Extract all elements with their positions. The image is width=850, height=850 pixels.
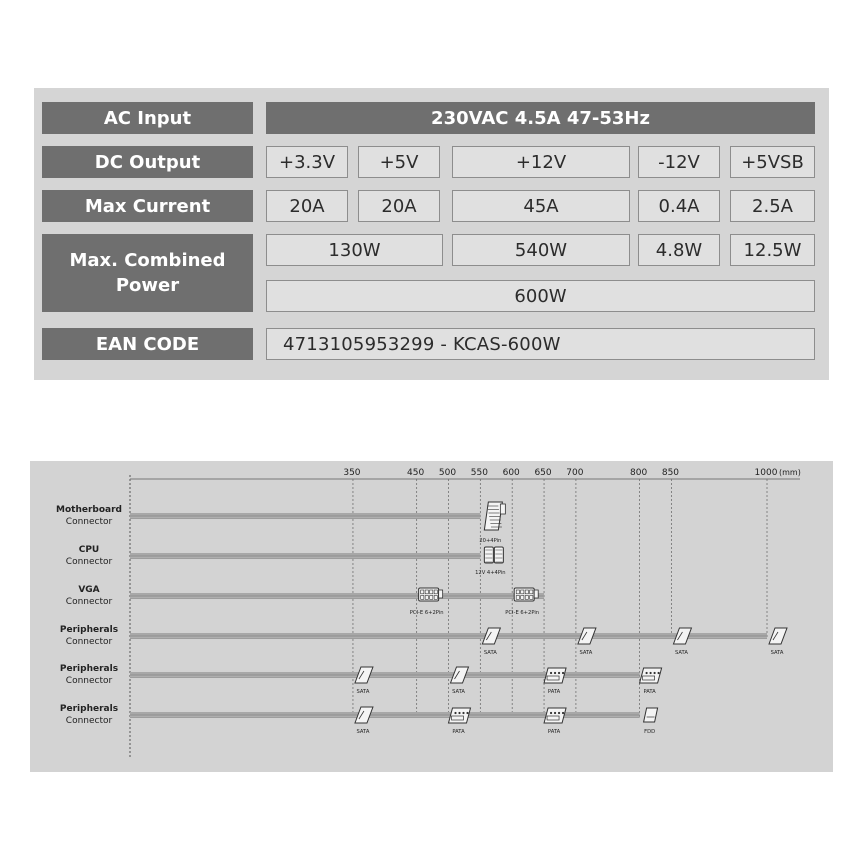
connector-label: PATA xyxy=(547,689,561,695)
row-label xyxy=(30,703,148,727)
rail-3v3: +3.3V xyxy=(266,146,348,178)
combined-total: 600W xyxy=(266,280,815,312)
tick-label-700: 700 xyxy=(566,468,584,478)
ac-input-value: 230VAC 4.5A 47-53Hz xyxy=(266,102,815,134)
combined-5vsb: 12.5W xyxy=(730,234,815,266)
ac-input-label: AC Input xyxy=(42,102,253,134)
spec-table xyxy=(34,88,829,380)
row-label xyxy=(30,584,148,608)
tick-label-500: 500 xyxy=(438,468,457,478)
tick-label-450: 450 xyxy=(407,468,425,478)
combined-minus12v: 4.8W xyxy=(638,234,720,266)
combined-12v: 540W xyxy=(452,234,630,266)
row-label-title: VGA xyxy=(78,585,100,595)
sata-connector-icon xyxy=(769,628,787,644)
combined-power-label xyxy=(42,234,253,312)
row-label-title: CPU xyxy=(78,545,100,555)
connector-label: PATA xyxy=(643,689,656,695)
tick-label-1000: 1000 xyxy=(754,468,778,478)
connector-label: PATA xyxy=(547,729,561,735)
pcie-connector-icon xyxy=(514,588,538,601)
rail-5vsb: +5VSB xyxy=(730,146,815,178)
connector-label: FDD xyxy=(644,729,656,735)
row-label-subtitle: Connector xyxy=(65,676,113,686)
row-label-title: Peripherals xyxy=(59,664,119,674)
current-minus12v: 0.4A xyxy=(638,190,720,222)
connector-label: 20+4Pin xyxy=(479,538,502,544)
tick-label-800: 800 xyxy=(630,468,648,478)
connector-label: PCI-E 6+2Pin xyxy=(409,610,444,616)
pata-connector-icon xyxy=(544,668,566,683)
connector-label: SATA xyxy=(675,650,688,656)
connector-label: SATA xyxy=(770,650,784,656)
sata-connector-icon xyxy=(578,628,596,644)
current-5v: 20A xyxy=(358,190,440,222)
cable-length-diagram xyxy=(30,461,833,772)
row-label-subtitle: Connector xyxy=(65,517,113,527)
ean-label: EAN CODE xyxy=(42,328,253,360)
tick-label-650: 650 xyxy=(534,468,552,478)
connector-label: 12V 4+4Pin xyxy=(475,570,506,576)
dc-output-label: DC Output xyxy=(42,146,253,178)
row-label-title: Peripherals xyxy=(59,625,119,635)
max-current-label: Max Current xyxy=(42,190,253,222)
pcie-connector-icon xyxy=(419,588,443,601)
row-label-title: Motherboard xyxy=(56,505,122,515)
tick-label-850: 850 xyxy=(661,468,680,478)
scale-unit-label: (mm) xyxy=(779,468,801,477)
tick-label-350: 350 xyxy=(343,468,361,478)
pata-connector-icon xyxy=(640,668,662,683)
connector-label: SATA xyxy=(356,689,370,695)
tick-label-550: 550 xyxy=(470,468,488,478)
current-12v: 45A xyxy=(452,190,630,222)
rail-12v: +12V xyxy=(452,146,630,178)
row-label xyxy=(30,544,148,568)
connector-label: SATA xyxy=(356,729,370,735)
sata-connector-icon xyxy=(673,628,691,644)
row-label-title: Peripherals xyxy=(59,704,119,714)
sata-connector-icon xyxy=(355,667,373,683)
pata-connector-icon xyxy=(449,708,471,723)
row-label xyxy=(30,624,148,648)
rail-minus12v: -12V xyxy=(638,146,720,178)
row-label-subtitle: Connector xyxy=(65,557,113,567)
cable-diagram-canvas xyxy=(30,461,833,772)
row-label-subtitle: Connector xyxy=(65,597,113,607)
connector-label: PATA xyxy=(452,729,465,735)
sata-connector-icon xyxy=(355,707,373,723)
fdd-connector-icon xyxy=(644,708,658,722)
connector-label: SATA xyxy=(579,650,593,656)
row-label-subtitle: Connector xyxy=(65,716,113,726)
row-label-subtitle: Connector xyxy=(65,637,113,647)
row-label xyxy=(30,663,148,687)
row-label xyxy=(30,504,148,528)
combined-power-label-line2: Power xyxy=(115,275,180,296)
ean-value: 4713105953299 - KCAS-600W xyxy=(266,328,815,360)
connector-label: SATA xyxy=(452,689,465,695)
combined-power-label-line1: Max. Combined xyxy=(69,250,226,271)
sata-connector-icon xyxy=(482,628,500,644)
tick-label-600: 600 xyxy=(502,468,520,478)
connector-label: SATA xyxy=(483,650,497,656)
current-5vsb: 2.5A xyxy=(730,190,815,222)
eps-connector-icon xyxy=(484,547,503,563)
rail-5v: +5V xyxy=(358,146,440,178)
atx-connector-icon xyxy=(484,502,505,530)
current-3v3: 20A xyxy=(266,190,348,222)
combined-3v3-5v: 130W xyxy=(266,234,443,266)
sata-connector-icon xyxy=(451,667,469,683)
connector-label: PCI-E 6+2Pin xyxy=(505,610,540,616)
pata-connector-icon xyxy=(544,708,566,723)
